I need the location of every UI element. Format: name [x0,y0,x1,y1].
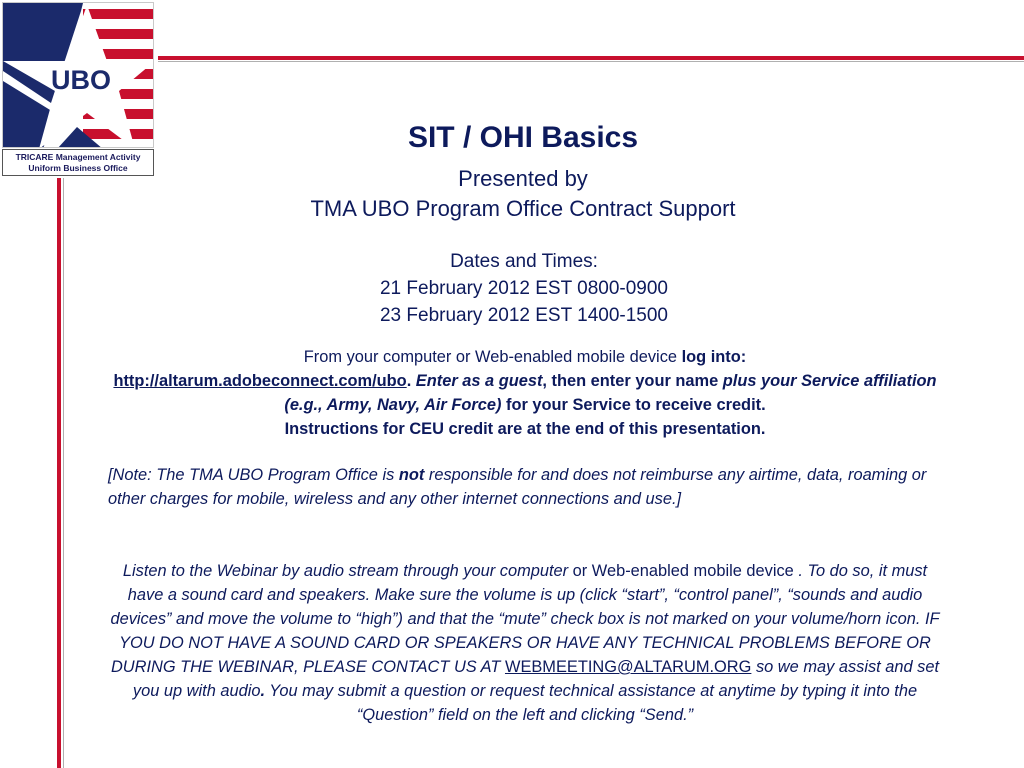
ubo-logo [2,2,154,176]
audio-part5: . [260,682,266,700]
reimbursement-note [108,463,948,511]
audio-part2: or Web-enabled mobile device [568,562,794,580]
note-part1: [Note: The TMA UBO Program Office is [108,466,399,484]
adobe-connect-link[interactable]: http://altarum.adobeconnect.com/ubo [113,372,407,390]
note-part2: responsible for and does not reimburse any airtime, data, roaming or other charges for mobile, wireless and any other internet connections and use.] [108,466,927,508]
audio-part3: . To do so, it must have a sound card and speakers. Make sure the volume is up (click “start”, “control panel”, “sounds and audio devices” and move the volume to “high”) and that the “mute” check box is not marked on your volume/horn icon. IF YOU DO NOT HAVE A SOUND CARD OR SPEAKERS OR HAVE ANY TECHNICAL PROBLEMS BEFORE OR DURING THE WEBINAR, PLEASE CONTACT US AT [110,562,940,676]
audio-part4: so we may assist and set you up with audio [132,658,940,700]
logo-caption [2,149,154,176]
slide-title: SIT / OHI Basics [407,121,639,154]
enter-guest-text: Enter as a guest [415,372,543,390]
then-enter-text: , then enter your name [542,372,723,390]
dates-heading: Dates and Times: [450,251,598,272]
left-gray-rule [63,178,64,768]
logo-caption-line1: TRICARE Management Activity [15,152,141,162]
login-intro: From your computer or Web-enabled mobile device [303,348,682,366]
date-1: 21 February 2012 EST 0800-0900 [379,278,668,299]
presenter-name: TMA UBO Program Office Contract Support [310,196,736,221]
log-into-label: log into: [681,348,747,366]
for-credit-text: for your Service to receive credit. [501,396,766,414]
top-red-rule [158,56,1024,60]
service-affiliation-text: plus your Service affiliation (e.g., Army, Navy, Air Force) [284,372,937,414]
audio-part1: Listen to the Webinar by audio stream through your computer [122,562,569,580]
left-red-rule [57,178,61,768]
svg-text:UBO: UBO [51,65,111,95]
audio-part6: You may submit a question or request technical assistance at anytime by typing it into the “Question” field on the left and clicking “Send.” [265,682,918,724]
flag-star-graphic [2,2,154,148]
flag-star-icon [3,3,154,148]
presenter-block [250,164,796,224]
webmeeting-email-link[interactable]: WEBMEETING@ALTARUM.ORG [504,658,752,676]
login-instructions [104,345,946,441]
audio-instructions [104,559,946,727]
note-not: not [398,466,425,484]
ceu-instructions: Instructions for CEU credit are at the end of this presentation. [284,420,766,438]
top-gray-rule [158,61,1024,62]
presented-by: Presented by [458,166,588,191]
date-2: 23 February 2012 EST 1400-1500 [379,305,668,326]
dates-block [274,248,774,329]
login-dot: . [406,372,416,390]
logo-caption-line2: Uniform Business Office [28,163,128,173]
